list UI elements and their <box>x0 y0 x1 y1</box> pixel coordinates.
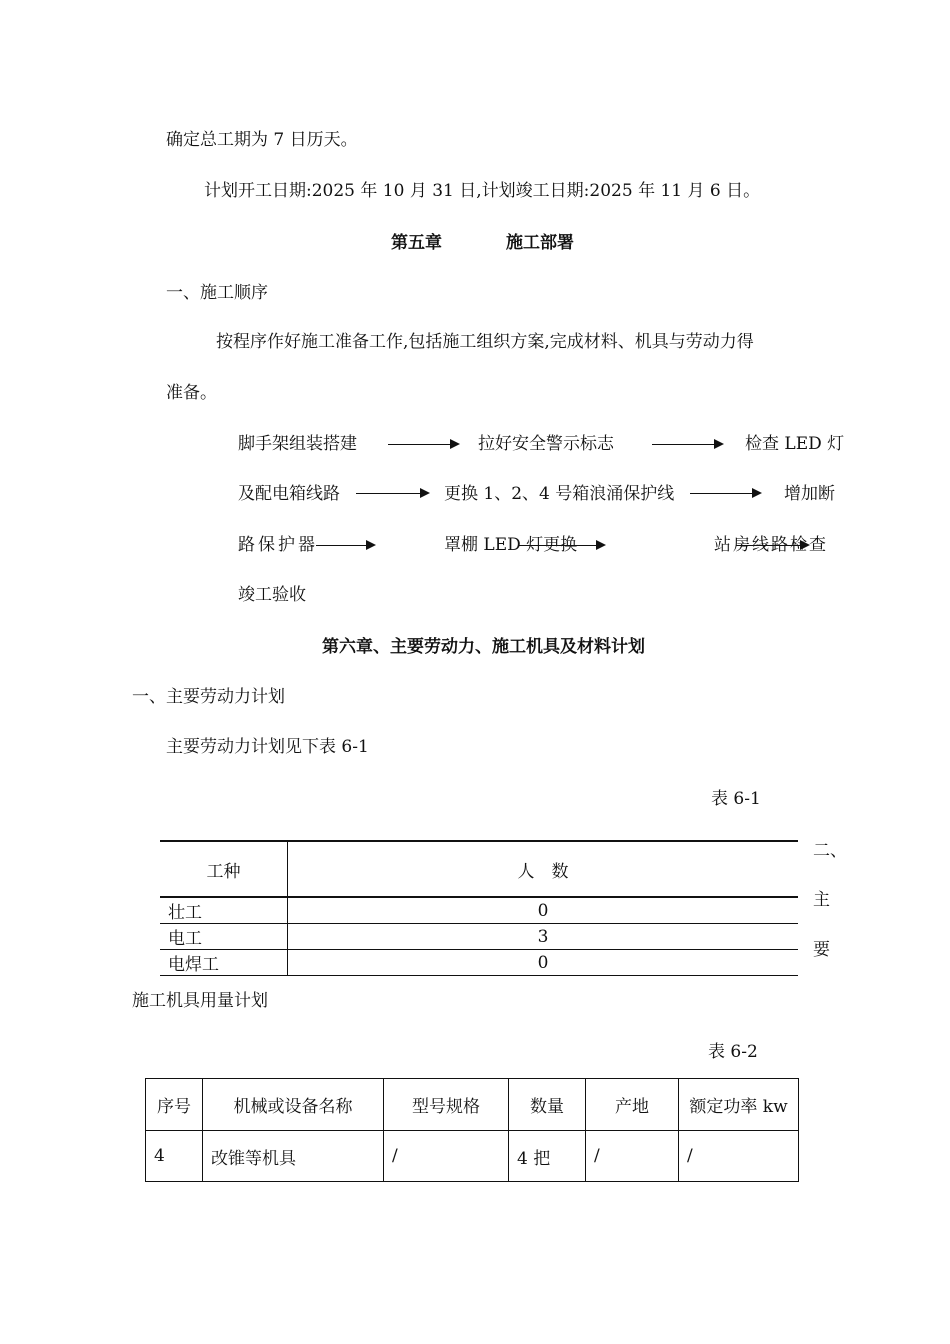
flow-step-scaffold: 脚手架组装搭建 <box>238 434 357 454</box>
table1-cell: 电工 <box>160 924 288 950</box>
chapter6-title: 第六章、主要劳动力、施工机具及材料计划 <box>322 637 645 657</box>
table2-header: 序号 <box>146 1079 203 1131</box>
flow-step-completion: 竣工验收 <box>238 585 306 605</box>
section-labor-plan: 一、主要劳动力计划 <box>132 687 285 707</box>
flow-arrow-icon <box>316 545 374 546</box>
table-row <box>160 897 798 924</box>
table1-cell: 0 <box>537 952 549 973</box>
table1-caption: 表 6-1 <box>711 789 761 809</box>
section2-side-1: 二、 <box>813 841 847 861</box>
schedule-dates-text: 计划开工日期:2025 年 10 月 31 日,计划竣工日期:2025 年 11 月 6 日。 <box>204 181 761 201</box>
table2-header: 额定功率 kw <box>679 1079 799 1131</box>
table1-cell: 3 <box>537 926 549 947</box>
table1-cell: 壮工 <box>160 897 288 924</box>
prep-paragraph-line1: 按程序作好施工准备工作,包括施工组织方案,完成材料、机具与劳动力得 <box>216 332 754 352</box>
table-row <box>160 950 798 976</box>
flow-arrow-icon <box>388 444 458 445</box>
table2-header: 产地 <box>586 1079 679 1131</box>
prep-paragraph-line2: 准备。 <box>166 383 217 403</box>
section-equipment-plan: 施工机具用量计划 <box>132 991 268 1011</box>
flow-arrow-icon <box>736 545 808 546</box>
section2-side-2: 主 <box>813 890 830 910</box>
table-row <box>146 1131 799 1182</box>
table2-cell: 4 把 <box>509 1131 586 1182</box>
table2-header: 数量 <box>509 1079 586 1131</box>
table1-cell: 电焊工 <box>160 950 288 976</box>
flow-arrow-icon <box>518 545 604 546</box>
flow-arrow-icon <box>356 493 428 494</box>
duration-text: 确定总工期为 7 日历天。 <box>166 130 358 150</box>
table2-header: 型号规格 <box>384 1079 509 1131</box>
table2-cell: / <box>384 1131 509 1182</box>
flow-step-canopy-led: 罩棚 LED 灯更换 <box>444 535 578 555</box>
chapter5-title: 施工部署 <box>506 233 574 253</box>
table1-header-count: 人 数 <box>517 861 569 882</box>
table1-header-trade: 工种 <box>160 841 288 897</box>
table2-cell: / <box>679 1131 799 1182</box>
section2-side-3: 要 <box>813 940 830 960</box>
flow-step-surge-protector: 更换 1、2、4 号箱浪涌保护线 <box>444 484 675 504</box>
table2-cell: 改锥等机具 <box>203 1131 384 1182</box>
flow-step-breaker: 增加断 <box>784 484 835 504</box>
table2-caption: 表 6-2 <box>708 1042 758 1062</box>
table1-cell: 0 <box>537 900 549 921</box>
table2-cell: / <box>586 1131 679 1182</box>
section-construction-order: 一、施工顺序 <box>166 283 268 303</box>
flow-step-warning-signs: 拉好安全警示标志 <box>478 434 614 454</box>
labor-table <box>160 840 798 976</box>
flow-step-check-led: 检查 LED 灯 <box>745 434 845 454</box>
table-row <box>160 924 798 950</box>
chapter5-label: 第五章 <box>391 233 442 253</box>
table2-header: 机械或设备名称 <box>203 1079 384 1131</box>
flow-arrow-icon <box>690 493 760 494</box>
equipment-table <box>145 1078 799 1182</box>
flow-step-breaker-cont: 路保护器 <box>238 535 318 555</box>
table2-cell: 4 <box>146 1131 203 1182</box>
flow-step-station-wiring: 站房线路检查 <box>714 535 828 555</box>
flow-arrow-icon <box>652 444 722 445</box>
labor-plan-intro: 主要劳动力计划见下表 6-1 <box>166 737 369 757</box>
flow-step-check-led-cont: 及配电箱线路 <box>238 484 340 504</box>
